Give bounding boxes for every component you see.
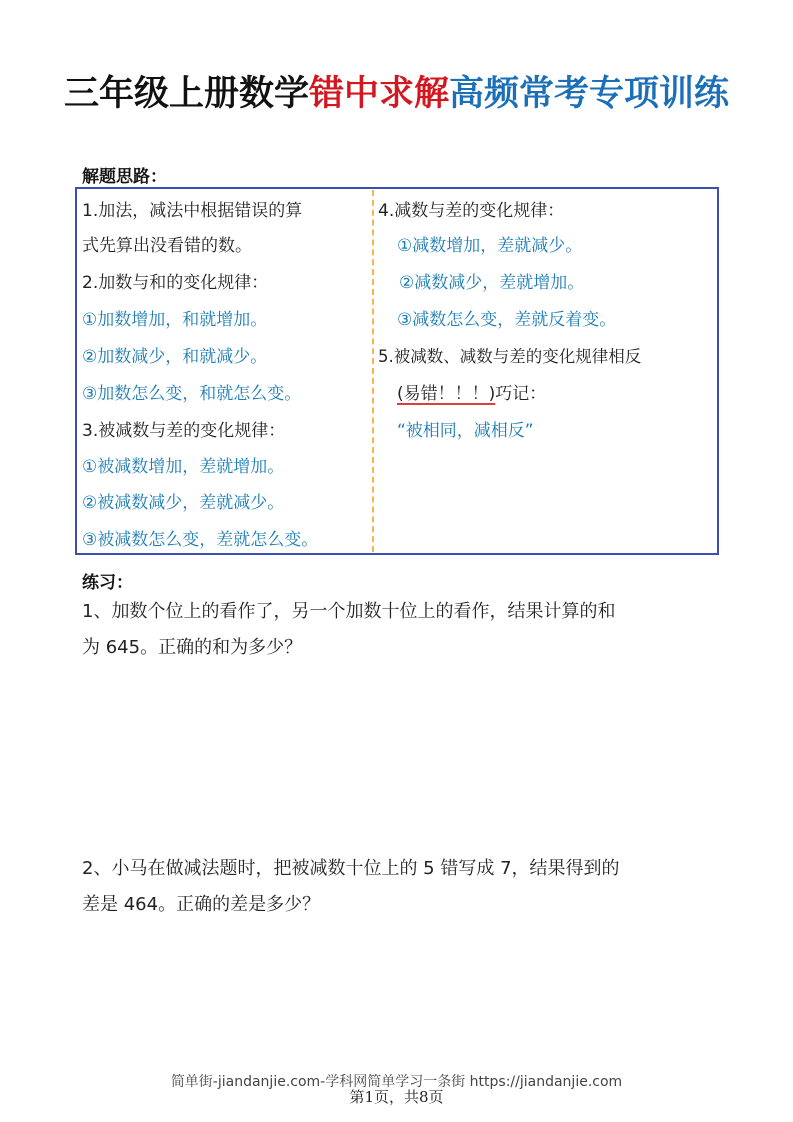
tip-suffix: 巧记：	[495, 384, 547, 404]
left-line-3: 2.加数与和的变化规律：	[82, 273, 269, 293]
title-part-training: 高频常考专项训练	[449, 73, 730, 114]
question-1-line-1: 1、加数个位上的看作了，另一个加数十位上的看作，结果计算的和	[82, 601, 616, 622]
footer-site-link[interactable]: 简单街-jiandanjie.com-学科网简单学习一条街 https://jiandanjie.com	[170, 1074, 623, 1090]
question-1-line-2: 为 645。正确的和为多少？	[82, 637, 303, 658]
tip-error-prone: (易错！！！)	[397, 384, 496, 404]
left-line-7: 3.被减数与差的变化规律：	[82, 421, 286, 441]
right-line-3: ②减数减少，差就增加。	[399, 273, 585, 293]
practice-label: 练习：	[82, 573, 133, 593]
title-part-topic: 错中求解	[308, 73, 449, 114]
column-divider	[372, 190, 374, 552]
left-line-8: ①被减数增加，差就增加。	[82, 457, 285, 477]
thinking-label: 解题思路：	[82, 167, 167, 187]
right-line-6	[397, 383, 546, 405]
question-2-line-1: 2、小马在做减法题时，把被减数十位上的 5 错写成 7，结果得到的	[82, 858, 620, 879]
left-line-4: ①加数增加，和就增加。	[82, 310, 268, 330]
page-title	[0, 66, 793, 116]
right-line-2: ①减数增加，差就减少。	[397, 236, 583, 256]
right-line-5: 5.被减数、减数与差的变化规律相反	[378, 347, 642, 366]
right-line-1: 4.减数与差的变化规律：	[378, 201, 565, 221]
question-2-line-2: 差是 464。正确的差是多少？	[82, 894, 321, 915]
title-part-grade: 三年级上册数学	[63, 73, 309, 114]
left-line-1: 1.加法，减法中根据错误的算	[82, 201, 303, 221]
left-line-2: 式先算出没看错的数。	[82, 236, 252, 256]
mnemonic: “被相同，减相反”	[397, 421, 534, 441]
left-line-10: ③被减数怎么变，差就怎么变。	[82, 530, 319, 550]
right-line-4: ③减数怎么变，差就反着变。	[397, 310, 617, 330]
left-line-6: ③加数怎么变，和就怎么变。	[82, 384, 302, 404]
left-line-9: ②被减数减少，差就减少。	[82, 493, 285, 513]
left-line-5: ②加数减少，和就减少。	[82, 347, 268, 367]
page-number: 第1页，共8页	[349, 1088, 444, 1106]
